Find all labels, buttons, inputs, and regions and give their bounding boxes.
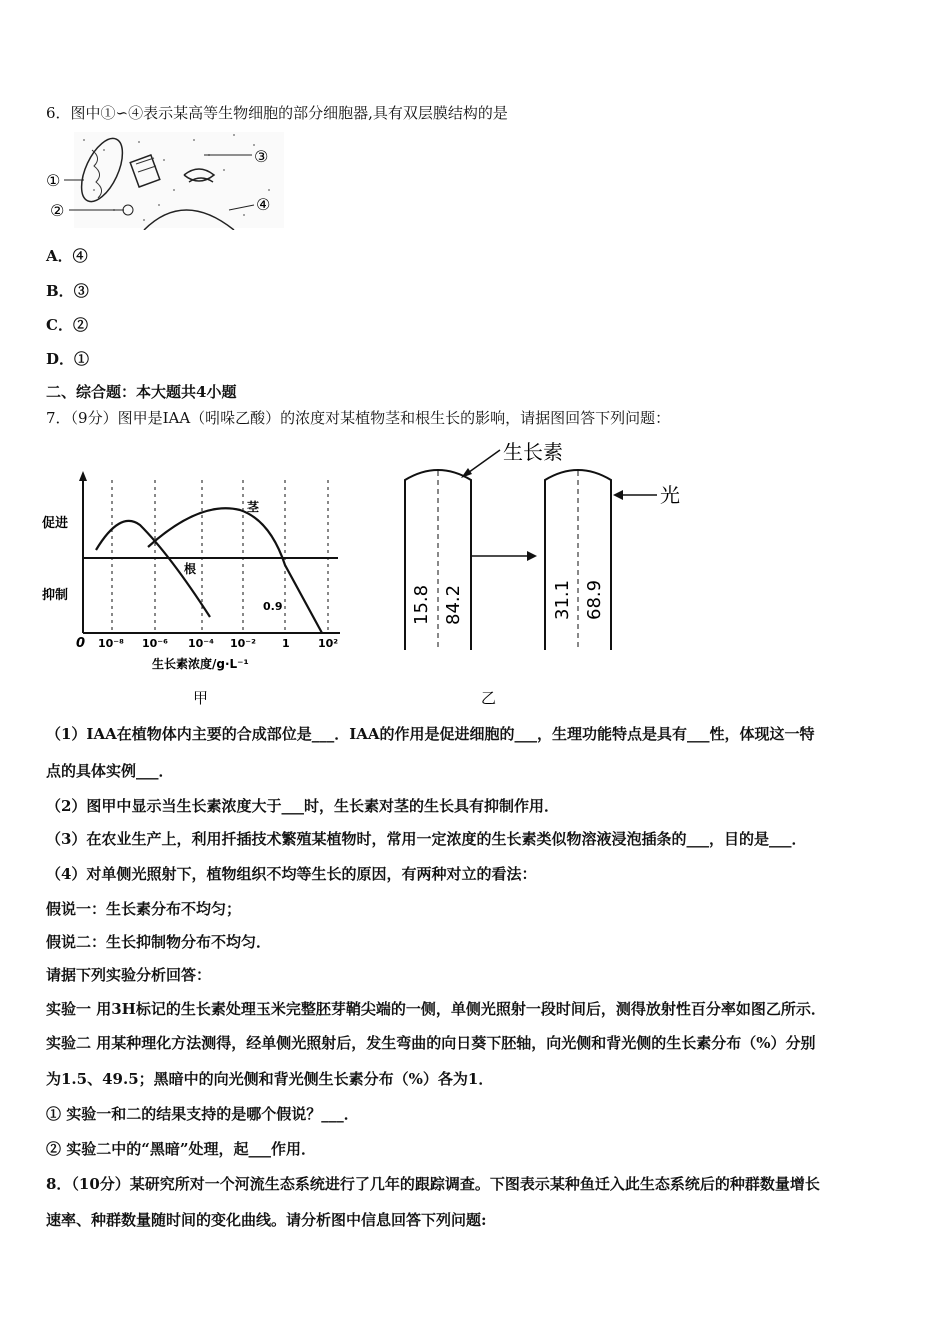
option-d-text: ① [74, 350, 90, 368]
figure-yi-caption: 乙 [481, 689, 497, 707]
figure-yi-diagram [395, 435, 695, 710]
q8-stem-a-text: 8．（10分）某研究所对一个河流生态系统进行了几年的跟踪调查。下图表示某种鱼迁入此生态系统后的种群数量增长 [46, 1175, 820, 1193]
left-value-2: 84.2 [443, 584, 464, 625]
x-tick-6: 10² [318, 637, 339, 650]
x-tick-3: 10⁻⁴ [188, 637, 214, 650]
q6-stem: 6．图中①∽④表示某高等生物细胞的部分细胞器,具有双层膜结构的是 [46, 104, 508, 122]
x-axis-label: 生长素浓度/g·L⁻¹ [152, 657, 249, 671]
x-tick-5: 1 [282, 637, 290, 650]
option-b-key: B． [46, 282, 74, 300]
figure-jia-caption: 甲 [193, 689, 209, 707]
experiment-2-b: 为1.5、49.5；黑暗中的向光侧和背光侧生长素分布（%）各为1． [46, 1070, 494, 1088]
option-c-key: C． [46, 316, 73, 334]
right-value-2: 68.9 [584, 579, 605, 620]
option-b-text: ③ [73, 282, 89, 300]
left-value-1: 15.8 [411, 584, 432, 625]
option-c[interactable] [46, 314, 88, 335]
q7-stem: 7．（9分）图甲是IAA（吲哚乙酸）的浓度对某植物茎和根生长的影响，请据图回答下列问题： [46, 409, 671, 427]
option-d[interactable] [46, 348, 89, 369]
q7-part2: （2）图甲中显示当生长素浓度大于___时，生长素对茎的生长具有抑制作用． [46, 797, 559, 815]
experiment-2-a: 实验二 用某种理化方法测得，经单侧光照射后，发生弯曲的向日葵下胚轴，向光侧和背光侧的生长素分布（%）分别 [46, 1034, 816, 1052]
right-value-1: 31.1 [552, 579, 573, 620]
option-d-key: D． [46, 350, 75, 368]
q7-part1-a: （1）IAA在植物体内主要的合成部位是___．IAA的作用是促进细胞的___，生理功能特点是具有___性，体现这一特 [46, 725, 815, 743]
origin-label: 0 [76, 636, 86, 651]
label-stem: 茎 [247, 500, 260, 514]
label-auxin: 生长素 [503, 440, 563, 464]
label-value: 0.9 [263, 600, 283, 613]
x-tick-1: 10⁻⁸ [98, 637, 124, 650]
hypothesis-1: 假说一：生长素分布不均匀； [46, 900, 242, 918]
stem-curve [148, 508, 322, 633]
q7-part1-b: 点的具体实例___． [46, 762, 174, 780]
x-tick-4: 10⁻² [230, 637, 256, 650]
option-a[interactable] [46, 245, 88, 266]
q8-stem-a [46, 1174, 820, 1194]
experiment-1: 实验一 用3H标记的生长素处理玉米完整胚芽鞘尖端的一侧，单侧光照射一段时间后，测得放射性百分率如图乙所示． [46, 1000, 826, 1018]
option-a-text: ④ [72, 247, 88, 265]
y-label-inhibit: 抑制 [42, 588, 69, 603]
section-2-heading: 二、综合题：本大题共4小题 [46, 383, 237, 401]
sub-question-1: ① 实验一和二的结果支持的是哪个假说？___． [46, 1105, 359, 1123]
analysis-prompt: 请据下列实验分析回答： [46, 966, 212, 984]
fig-label-4: ④ [256, 195, 271, 214]
sub-question-2: ② 实验二中的“黑暗”处理，起___作用． [46, 1140, 316, 1158]
label-root: 根 [184, 562, 197, 576]
y-label-promote: 促进 [42, 516, 69, 531]
q7-part4: （4）对单侧光照射下，植物组织不均等生长的原因，有两种对立的看法： [46, 865, 537, 883]
option-c-text: ② [72, 316, 88, 334]
organelle-figure [44, 130, 284, 230]
option-b[interactable] [46, 280, 89, 301]
x-tick-2: 10⁻⁶ [142, 637, 168, 650]
option-a-key: A． [46, 247, 73, 265]
fig-label-2: ② [50, 201, 65, 220]
label-light: 光 [660, 483, 680, 507]
fig-label-1: ① [46, 171, 61, 190]
hypothesis-2: 假说二：生长抑制物分布不均匀． [46, 933, 272, 951]
q7-part3: （3）在农业生产上，利用扦插技术繁殖某植物时，常用一定浓度的生长素类似物溶液浸泡插条的___，目的是___． [46, 830, 807, 848]
fig-label-3: ③ [254, 147, 269, 166]
figure-jia-graph [40, 465, 350, 710]
q8-stem-b: 速率、种群数量随时间的变化曲线。请分析图中信息回答下列问题: [46, 1211, 487, 1229]
